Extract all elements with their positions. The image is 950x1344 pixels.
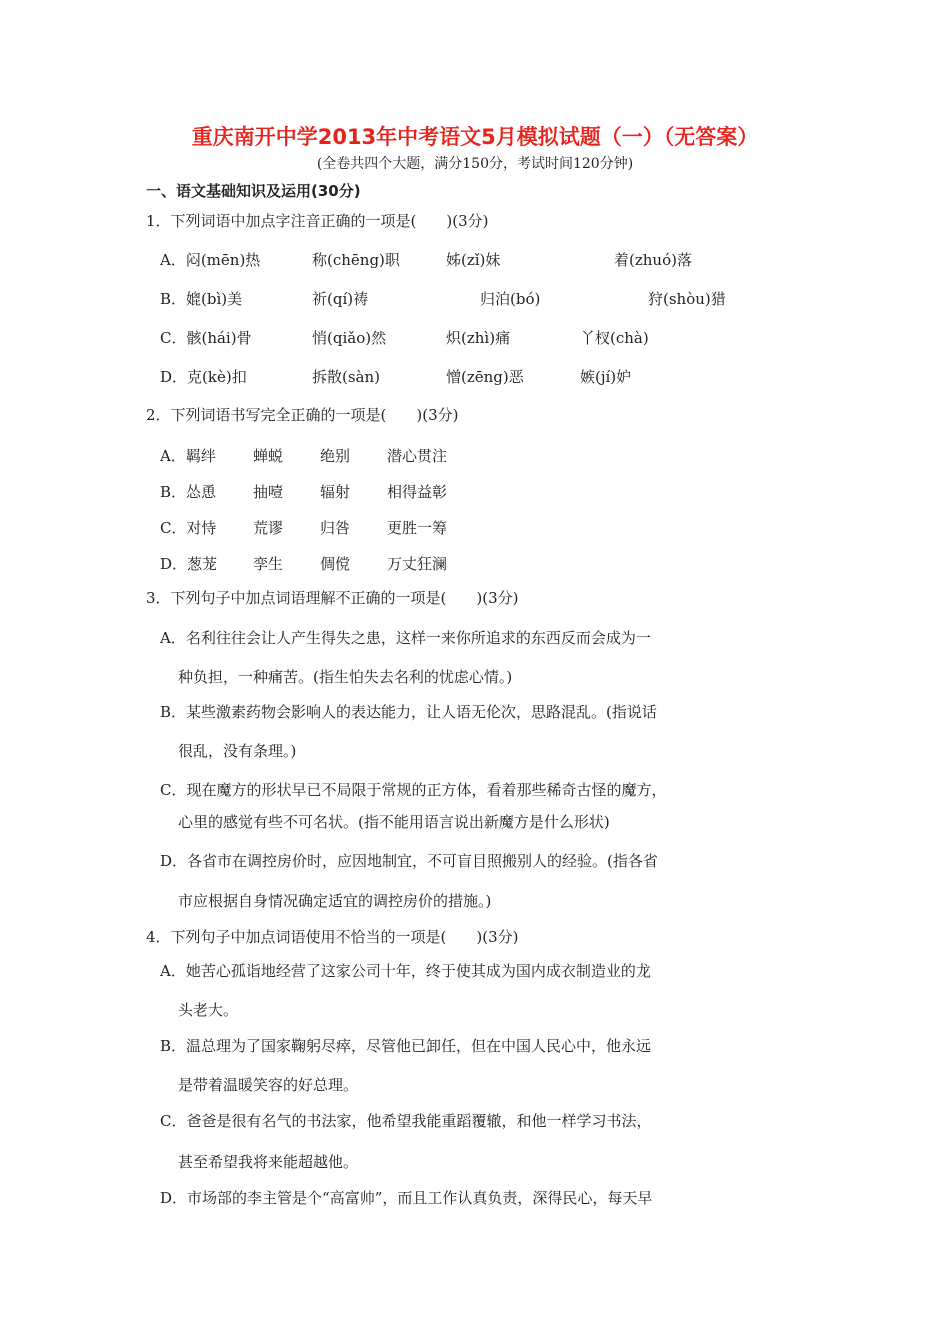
option-cell: C．骸(hái)骨 (160, 329, 252, 347)
option-cell: 抽噎 (253, 483, 284, 501)
option-cell: 辐射 (320, 483, 351, 501)
option-line: 是带着温暖笑容的好总理。 (178, 1076, 359, 1094)
option-cell: C．对恃 (160, 519, 217, 537)
option-cell: 孪生 (253, 555, 284, 573)
option-cell: 归咎 (320, 519, 351, 537)
option-cell: 倜傥 (320, 555, 351, 573)
option-cell: 蝉蜕 (253, 447, 284, 465)
question-4-stem: 4．下列句子中加点词语使用不恰当的一项是( )(3分) (146, 928, 519, 946)
page-title: 重庆南开中学2013年中考语文5月模拟试题（一）（无答案） (191, 125, 759, 149)
option-line: 心里的感觉有些不可名状。(指不能用语言说出新魔方是什么形状) (178, 813, 610, 831)
section-heading: 一、语文基础知识及运用(30分) (146, 182, 361, 200)
option-cell: B．怂恿 (160, 483, 217, 501)
option-cell: 归泊(bó) (480, 290, 541, 308)
option-line: D．各省市在调控房价时，应因地制宜，不可盲目照搬别人的经验。(指各省 (160, 852, 658, 870)
option-cell: D．葱茏 (160, 555, 218, 573)
option-cell: 相得益彰 (387, 483, 448, 501)
question-1-stem: 1．下列词语中加点字注音正确的一项是( )(3分) (146, 212, 489, 230)
option-line: A．名利往往会让人产生得失之患，这样一来你所追求的东西反而会成为一 (160, 629, 651, 647)
option-line: C．爸爸是很有名气的书法家，他希望我能重蹈覆辙，和他一样学习书法， (160, 1112, 652, 1130)
exam-info: (全卷共四个大题，满分150分，考试时间120分钟) (316, 156, 634, 172)
question-2-stem: 2．下列词语书写完全正确的一项是( )(3分) (146, 406, 459, 424)
option-cell: 姊(zǐ)妹 (446, 251, 501, 269)
option-cell: 绝别 (320, 447, 351, 465)
option-cell: 着(zhuó)落 (614, 251, 692, 269)
option-line: D．市场部的李主管是个“高富帅”，而且工作认真负责，深得民心，每天早 (160, 1189, 653, 1207)
option-line: 很乱，没有条理。) (178, 742, 297, 760)
option-cell: 祈(qí)祷 (312, 290, 369, 308)
option-line: 头老大。 (178, 1001, 239, 1019)
option-cell: 悄(qiǎo)然 (312, 329, 387, 347)
option-cell: 炽(zhì)痛 (446, 329, 511, 347)
option-line: A．她苦心孤诣地经营了这家公司十年，终于使其成为国内成衣制造业的龙 (160, 962, 651, 980)
option-cell: 荒谬 (253, 519, 284, 537)
question-3-stem: 3．下列句子中加点词语理解不正确的一项是( )(3分) (146, 589, 519, 607)
option-line: 种负担，一种痛苦。(指生怕失去名利的忧虑心情。) (178, 668, 513, 686)
option-cell: A．羁绊 (160, 447, 216, 465)
option-line: C．现在魔方的形状早已不局限于常规的正方体，看着那些稀奇古怪的魔方， (160, 781, 667, 799)
option-cell: 万丈狂澜 (387, 555, 448, 573)
option-line: 甚至希望我将来能超越他。 (178, 1153, 359, 1171)
option-cell: 潜心贯注 (387, 447, 448, 465)
option-cell: 狩(shòu)猎 (648, 290, 726, 308)
option-cell: 嫉(jí)妒 (580, 368, 632, 386)
option-cell: B．媲(bì)美 (160, 290, 243, 308)
option-cell: A．闷(mēn)热 (160, 251, 261, 269)
option-cell: D．克(kè)扣 (160, 368, 247, 386)
option-cell: 憎(zēng)恶 (446, 368, 524, 386)
option-cell: 丫杈(chà) (580, 329, 649, 347)
option-cell: 称(chēng)职 (312, 251, 400, 269)
option-cell: 更胜一筹 (387, 519, 448, 537)
option-line: B．某些激素药物会影响人的表达能力，让人语无伦次，思路混乱。(指说话 (160, 703, 657, 721)
option-cell: 拆散(sàn) (312, 368, 381, 386)
option-line: 市应根据自身情况确定适宜的调控房价的措施。) (178, 892, 492, 910)
option-line: B．温总理为了国家鞠躬尽瘁，尽管他已卸任，但在中国人民心中，他永远 (160, 1037, 652, 1055)
